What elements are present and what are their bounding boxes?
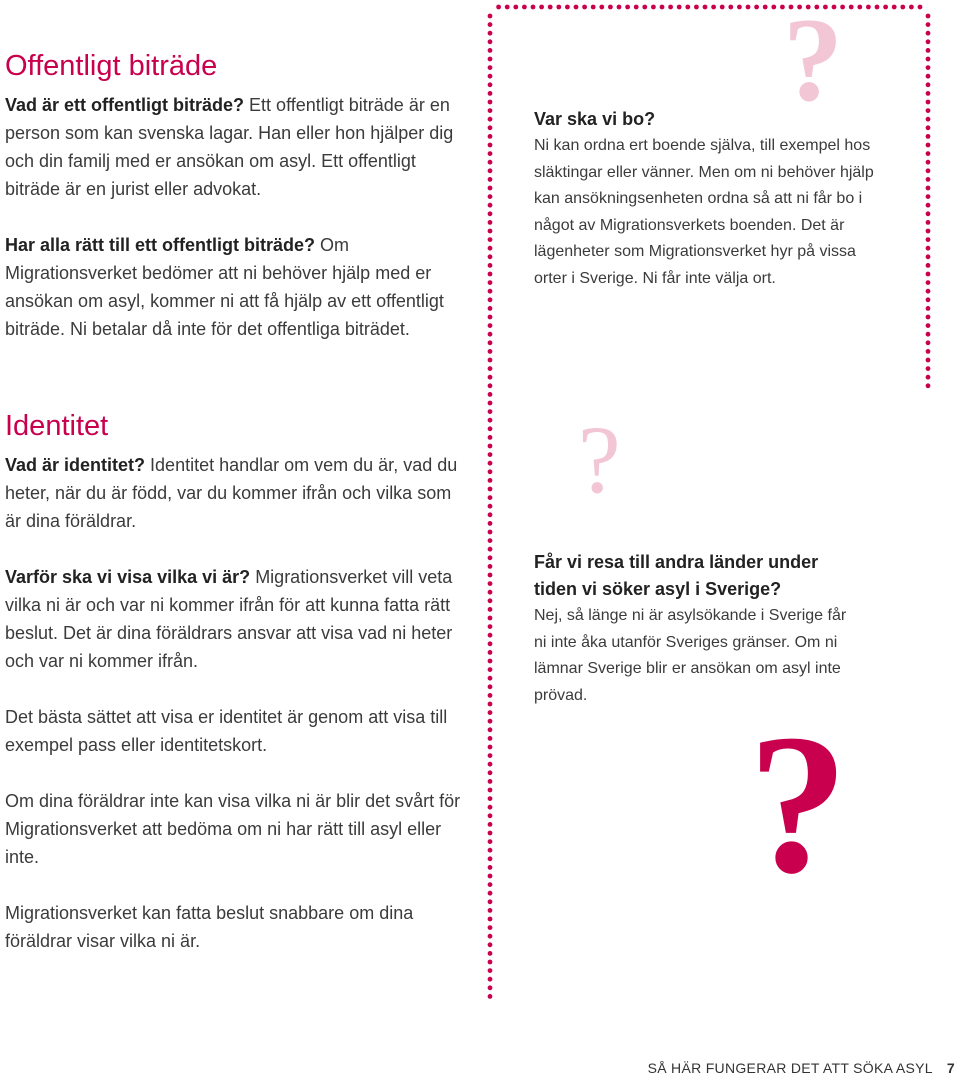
border-dot <box>488 435 493 440</box>
border-dot <box>926 272 931 277</box>
border-dot <box>488 108 493 113</box>
border-dot <box>488 392 493 397</box>
border-dot <box>488 297 493 302</box>
border-dot <box>488 650 493 655</box>
border-dot <box>926 263 931 268</box>
border-dot <box>488 504 493 509</box>
border-dot <box>574 5 579 10</box>
border-dot <box>488 194 493 199</box>
question-label: Var ska vi bo? <box>534 109 656 129</box>
border-dot <box>926 108 931 113</box>
border-dot <box>926 237 931 242</box>
border-dot <box>488 289 493 294</box>
border-dot <box>488 659 493 664</box>
paragraph: Migrationsverket kan fatta beslut snabbare om dina föräldrar visar vilka ni är. <box>5 903 414 951</box>
border-dot <box>918 5 923 10</box>
border-dot <box>763 5 768 10</box>
border-dot <box>488 263 493 268</box>
question-label: Vad är identitet? <box>5 455 146 475</box>
paragraph: Om dina föräldrar inte kan visa vilka ni är blir det svårt för Migrationsverket att bedöma om ni har rätt till asyl eller inte. <box>5 791 461 867</box>
border-dot <box>668 5 673 10</box>
border-dot <box>565 5 570 10</box>
border-dot <box>488 100 493 105</box>
border-dot <box>488 332 493 337</box>
border-dot <box>488 495 493 500</box>
border-dot <box>488 254 493 259</box>
border-dot <box>926 160 931 165</box>
border-dot <box>488 39 493 44</box>
border-dot <box>711 5 716 10</box>
paragraph <box>5 231 465 343</box>
border-dot <box>608 5 613 10</box>
border-dot <box>488 641 493 646</box>
border-dot <box>488 977 493 982</box>
border-dot <box>926 39 931 44</box>
border-dot <box>488 598 493 603</box>
border-dot <box>617 5 622 10</box>
border-dot <box>488 856 493 861</box>
border-dot <box>926 220 931 225</box>
border-dot <box>488 779 493 784</box>
border-dot <box>806 5 811 10</box>
border-dot <box>488 968 493 973</box>
border-dot <box>488 426 493 431</box>
border-dot <box>488 383 493 388</box>
border-dot <box>488 125 493 130</box>
section-heading: Offentligt biträde <box>5 50 218 82</box>
border-dot <box>926 151 931 156</box>
border-dot <box>488 315 493 320</box>
border-dot <box>926 383 931 388</box>
page-footer <box>648 1060 955 1076</box>
border-dot <box>926 91 931 96</box>
border-dot <box>926 315 931 320</box>
border-dot <box>488 839 493 844</box>
border-dot <box>488 925 493 930</box>
border-dot <box>900 5 905 10</box>
border-dot <box>488 538 493 543</box>
border-dot <box>926 117 931 122</box>
border-dot <box>488 48 493 53</box>
border-dot <box>488 74 493 79</box>
border-dot <box>488 633 493 638</box>
border-dot <box>926 306 931 311</box>
border-dot <box>926 125 931 130</box>
border-dot <box>488 31 493 36</box>
page-number: 7 <box>946 1060 955 1076</box>
border-dot <box>556 5 561 10</box>
border-dot <box>823 5 828 10</box>
border-dot <box>703 5 708 10</box>
border-dot <box>488 805 493 810</box>
border-dot <box>488 57 493 62</box>
border-dot <box>488 985 493 990</box>
border-dot <box>849 5 854 10</box>
border-dot <box>488 22 493 27</box>
border-dot <box>926 143 931 148</box>
border-dot <box>488 865 493 870</box>
border-dot <box>488 745 493 750</box>
border-dot <box>488 418 493 423</box>
border-dot <box>926 57 931 62</box>
section-heading: Identitet <box>5 410 109 442</box>
question-mark-icon: ? <box>578 406 621 513</box>
border-dot <box>488 770 493 775</box>
paragraph <box>5 451 465 535</box>
answer-text: Om Migrationsverket bedömer att ni behöver hjälp med er ansökan om asyl, kommer ni att få hjälp av ett offentligt biträde. Ni betalar då inte för det offentliga biträdet. <box>5 235 444 339</box>
border-dot <box>488 899 493 904</box>
border-dot <box>685 5 690 10</box>
border-dot <box>926 177 931 182</box>
border-dot <box>797 5 802 10</box>
border-dot <box>582 5 587 10</box>
border-dot <box>488 151 493 156</box>
border-dot <box>926 186 931 191</box>
border-dot <box>531 5 536 10</box>
border-dot <box>488 917 493 922</box>
border-dot <box>488 487 493 492</box>
border-dot <box>488 143 493 148</box>
border-dot <box>488 555 493 560</box>
border-dot <box>488 134 493 139</box>
section-offentligt-bitrade <box>5 52 465 343</box>
border-dot <box>505 5 510 10</box>
border-dot <box>488 891 493 896</box>
answer-text: Identitet handlar om vem du är, vad du heter, när du är född, var du kommer ifrån och vilka som är dina föräldrar. <box>5 455 458 531</box>
border-dot <box>488 736 493 741</box>
border-dot <box>677 5 682 10</box>
answer-text: Ett offentligt biträde är en person som kan svenska lagar. Han eller hon hjälper dig och din familj med er ansökan om asyl. Ett offentligt biträde är en jurist eller advokat. <box>5 95 454 199</box>
border-dot <box>488 220 493 225</box>
border-dot <box>780 5 785 10</box>
border-dot <box>814 5 819 10</box>
border-dot <box>926 254 931 259</box>
border-dot <box>875 5 880 10</box>
border-dot <box>488 573 493 578</box>
border-dot <box>488 91 493 96</box>
border-dot <box>840 5 845 10</box>
border-dot <box>488 82 493 87</box>
border-dot <box>926 349 931 354</box>
border-dot <box>513 5 518 10</box>
paragraph <box>5 563 465 675</box>
border-dot <box>488 822 493 827</box>
border-dot <box>926 14 931 19</box>
border-dot <box>926 134 931 139</box>
border-dot <box>488 229 493 234</box>
border-dot <box>488 409 493 414</box>
border-dot <box>746 5 751 10</box>
border-dot <box>488 547 493 552</box>
border-dot <box>488 676 493 681</box>
border-dot <box>599 5 604 10</box>
border-dot <box>488 237 493 242</box>
border-dot <box>488 813 493 818</box>
border-dot <box>926 280 931 285</box>
question-mark-icon: ? <box>783 0 843 126</box>
border-dot <box>789 5 794 10</box>
question-label: Har alla rätt till ett offentligt biträde? <box>5 235 316 255</box>
question-mark-icon: ? <box>748 694 848 915</box>
border-dot <box>488 934 493 939</box>
border-dot <box>488 203 493 208</box>
border-dot <box>754 5 759 10</box>
border-dot <box>488 14 493 19</box>
border-dot <box>926 22 931 27</box>
border-dot <box>496 5 501 10</box>
border-dot <box>926 323 931 328</box>
border-dot <box>926 358 931 363</box>
border-dot <box>488 358 493 363</box>
border-dot <box>488 960 493 965</box>
border-dot <box>926 246 931 251</box>
border-dot <box>488 530 493 535</box>
question-label: Varför ska vi visa vilka vi är? <box>5 567 251 587</box>
border-dot <box>488 831 493 836</box>
border-dot <box>737 5 742 10</box>
border-dot <box>488 444 493 449</box>
border-dot <box>488 65 493 70</box>
border-dot <box>488 160 493 165</box>
border-dot <box>488 874 493 879</box>
border-dot <box>488 719 493 724</box>
border-dot <box>926 297 931 302</box>
border-dot <box>591 5 596 10</box>
border-dot <box>651 5 656 10</box>
border-dot <box>488 306 493 311</box>
border-dot <box>926 375 931 380</box>
border-dot <box>926 211 931 216</box>
border-dot <box>926 168 931 173</box>
border-dot <box>488 693 493 698</box>
section-resa <box>534 549 854 709</box>
border-dot <box>625 5 630 10</box>
border-dot <box>488 469 493 474</box>
border-dot <box>488 117 493 122</box>
paragraph <box>5 91 465 203</box>
border-dot <box>488 848 493 853</box>
border-dot <box>488 753 493 758</box>
border-dot <box>488 521 493 526</box>
border-dot <box>488 788 493 793</box>
border-dot <box>488 564 493 569</box>
border-dot <box>488 942 493 947</box>
border-dot <box>926 100 931 105</box>
border-dot <box>488 702 493 707</box>
border-dot <box>488 272 493 277</box>
border-dot <box>488 512 493 517</box>
paragraph: Det bästa sättet att visa er identitet är genom att visa till exempel pass eller identitetskort. <box>5 707 448 755</box>
border-dot <box>488 461 493 466</box>
border-dot <box>642 5 647 10</box>
border-dot <box>488 616 493 621</box>
border-dot <box>539 5 544 10</box>
border-dot <box>488 186 493 191</box>
border-dot <box>926 366 931 371</box>
border-dot <box>488 590 493 595</box>
border-dot <box>488 951 493 956</box>
border-dot <box>488 177 493 182</box>
border-dot <box>728 5 733 10</box>
border-dot <box>926 340 931 345</box>
border-dot <box>832 5 837 10</box>
border-dot <box>488 882 493 887</box>
border-dot <box>720 5 725 10</box>
border-dot <box>488 280 493 285</box>
border-dot <box>909 5 914 10</box>
border-dot <box>926 48 931 53</box>
question-label: Vad är ett offentligt biträde? <box>5 95 245 115</box>
footer-title: SÅ HÄR FUNGERAR DET ATT SÖKA ASYL <box>647 1060 933 1076</box>
border-dot <box>926 82 931 87</box>
border-dot <box>488 340 493 345</box>
border-dot <box>488 762 493 767</box>
border-dot <box>488 168 493 173</box>
border-dot <box>926 74 931 79</box>
question-label: Får vi resa till andra länder under tiden vi söker asyl i Sverige? <box>534 552 819 599</box>
border-dot <box>488 796 493 801</box>
border-dot <box>488 667 493 672</box>
border-dot <box>892 5 897 10</box>
border-dot <box>548 5 553 10</box>
section-var-ska-vi-bo <box>534 106 879 292</box>
answer-text: Migrationsverket vill veta vilka ni är och var ni kommer ifrån för att kunna fatta rätt beslut. Det är dina föräldrars ansvar att visa vad ni heter och var ni kommer ifrån. <box>5 567 453 671</box>
border-dot <box>488 607 493 612</box>
answer-text: Ni kan ordna ert boende själva, till exempel hos släktingar eller vänner. Men om ni behöver hjälp kan ansökningsenheten ordna så att ni får bo i något av Migrationsverkets boenden. Det är lägenheter som Migrationsverket hyr på vissa orter i Sverige. Ni får inte välja ort. <box>534 137 874 287</box>
border-dot <box>488 624 493 629</box>
section-identitet <box>5 412 465 955</box>
border-dot <box>883 5 888 10</box>
border-dot <box>926 65 931 70</box>
border-dot <box>488 684 493 689</box>
border-dot <box>771 5 776 10</box>
border-dot <box>694 5 699 10</box>
border-dot <box>488 375 493 380</box>
border-dot <box>926 194 931 199</box>
border-dot <box>488 994 493 999</box>
border-dot <box>488 478 493 483</box>
border-dot <box>488 710 493 715</box>
border-dot <box>634 5 639 10</box>
border-dot <box>926 289 931 294</box>
border-dot <box>926 332 931 337</box>
border-dot <box>488 246 493 251</box>
border-dot <box>926 229 931 234</box>
border-dot <box>488 211 493 216</box>
border-dot <box>926 31 931 36</box>
border-dot <box>488 452 493 457</box>
border-dot <box>488 727 493 732</box>
border-dot <box>488 323 493 328</box>
border-dot <box>488 401 493 406</box>
border-dot <box>926 203 931 208</box>
border-dot <box>660 5 665 10</box>
border-dot <box>857 5 862 10</box>
answer-text: Nej, så länge ni är asylsökande i Sverige får ni inte åka utanför Sveriges gränser. Om ni lämnar Sverige blir er ansökan om asyl inte prövad. <box>534 607 847 704</box>
border-dot <box>488 349 493 354</box>
border-dot <box>488 366 493 371</box>
border-dot <box>522 5 527 10</box>
border-dot <box>488 581 493 586</box>
border-dot <box>488 908 493 913</box>
border-dot <box>866 5 871 10</box>
